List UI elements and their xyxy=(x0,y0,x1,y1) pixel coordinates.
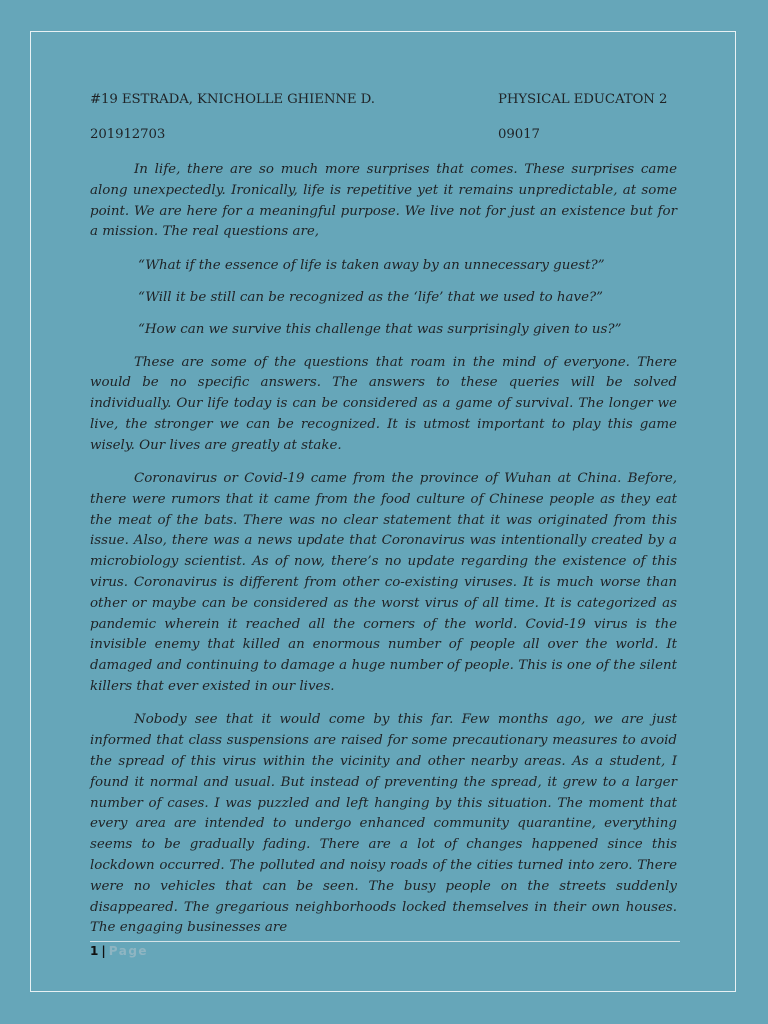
page-separator: | xyxy=(101,944,106,958)
section-code: 09017 xyxy=(498,127,540,142)
paragraph-questions-roam: These are some of the questions that roam in the mind of everyone. There would be no specific answers. The answers to these queries will be solved individually. Our life today is can be considered as a game of survival. The longer we live, the stronger we can be recognized. It is utmost important to play this game wisely. Our lives are greatly at stake. xyxy=(90,354,677,453)
paragraph-intro: In life, there are so much more surprises that comes. These surprises came along unexpectedly. Ironically, life is repetitive yet it remains unpredictable, at some point. We are here for a meaningful purpose. We live not for just an existence but for a mission. The real questions are, xyxy=(90,162,677,240)
footer-rule xyxy=(90,941,680,942)
page-number: 1 xyxy=(90,944,99,958)
page-footer xyxy=(90,941,680,958)
question-3: “How can we survive this challenge that was surprisingly given to us?” xyxy=(138,322,622,338)
question-1: “What if the essence of life is taken away by an unnecessary guest?” xyxy=(138,257,605,273)
student-number: 201912703 xyxy=(90,127,166,142)
question-2: “Will it be still can be recognized as the ‘life’ that we used to have?” xyxy=(138,289,604,305)
paragraph-coronavirus: Coronavirus or Covid-19 came from the province of Wuhan at China. Before, there were rumors that it came from the food culture of Chinese people as they eat the meat of the bats. There was no clear statement that it was originated from this issue. Also, there was a news update that Coronavirus was intentionally created by a microbiology scientist. As of now, there’s no update regarding the existence of this virus. Coronavirus is different from other co-existing viruses. It is much worse than other or maybe can be considered as the worst virus of all time. It is categorized as pandemic wherein it reached all the corners of the world. Covid-19 virus is the invisible enemy that killed an enormous number of people all over the world. It damaged and continuing to damage a huge number of people. This is one of the silent killers that ever existed in our lives. xyxy=(90,471,677,695)
header-row-1 xyxy=(90,92,677,113)
student-name: #19 ESTRADA, KNICHOLLE GHIENNE D. xyxy=(90,92,375,107)
document-body xyxy=(90,92,677,952)
page-label: Page xyxy=(108,944,149,958)
header-row-2 xyxy=(90,127,677,148)
page-indicator xyxy=(90,944,680,958)
paragraph-nobody-see: Nobody see that it would come by this far. Few months ago, we are just informed that class suspensions are raised for some precautionary measures to avoid the spread of this virus within the vicinity and other nearby areas. As a student, I found it normal and usual. But instead of preventing the spread, it grew to a larger number of cases. I was puzzled and left hanging by this situation. The moment that every area are intended to undergo enhanced community quarantine, everything seems to be gradually fading. There are a lot of changes happened since this lockdown occurred. The polluted and noisy roads of the cities turned into zero. There were no vehicles that can be seen. The busy people on the streets suddenly disappeared. The gregarious neighborhoods locked themselves in their own houses. The engaging businesses are xyxy=(90,712,677,936)
course-title: PHYSICAL EDUCATON 2 xyxy=(498,92,668,107)
